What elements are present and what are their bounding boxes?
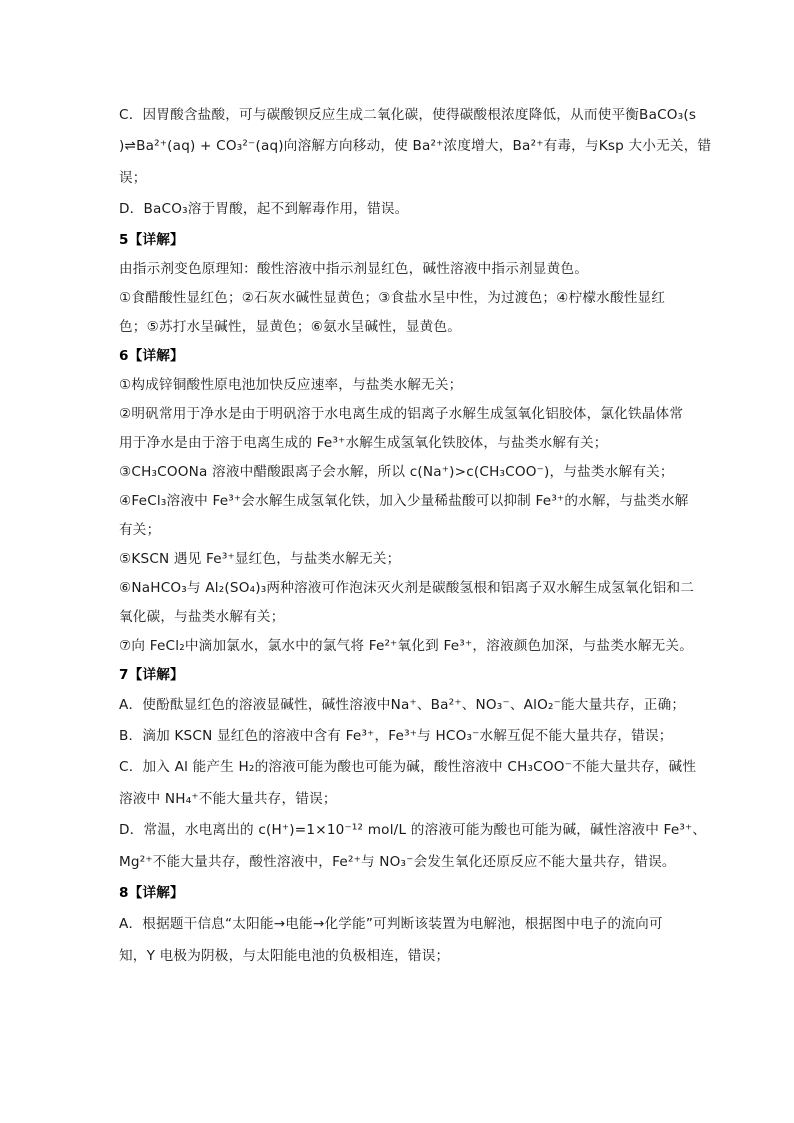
text-line: 色；⑤苏打水呈碱性，显黄色；⑥氨水呈碱性，显黄色。 <box>119 318 462 335</box>
text-line: 知，Y 电极为阴极，与太阳能电池的负极相连，错误； <box>119 947 450 964</box>
text-line: 溶液中 NH₄⁺不能大量共存，错误； <box>119 790 337 807</box>
section-heading: 8【详解】 <box>119 884 184 901</box>
text-line: D．BaCO₃溶于胃酸，起不到解毒作用，错误。 <box>119 201 409 218</box>
text-line: C．加入 Al 能产生 H₂的溶液可能为酸也可能为碱，酸性溶液中 CH₃COO⁻不能大量共存，碱性 <box>119 759 697 776</box>
section-heading: 7【详解】 <box>119 666 184 683</box>
text-line: 氧化碳，与盐类水解有关； <box>119 608 285 625</box>
text-line: 用于净水是由于溶于电离生成的 Fe³⁺水解生成氢氧化铁胶体，与盐类水解有关； <box>119 434 608 451</box>
text-line: ②明矾常用于净水是由于明矾溶于水电离生成的铝离子水解生成氢氧化铝胶体，氯化铁晶体常 <box>119 405 684 422</box>
text-line: A．根据题干信息“太阳能→电能→化学能”可判断该装置为电解池，根据图中电子的流向可 <box>119 916 663 933</box>
text-line: 误； <box>119 169 147 186</box>
text-line: B．滴加 KSCN 显红色的溶液中含有 Fe³⁺，Fe³⁺与 HCO₃⁻水解互促不能大量共存，错误； <box>119 727 673 744</box>
text-line: 有关； <box>119 521 161 538</box>
answer-text-body <box>119 100 712 972</box>
text-line: Mg²⁺不能大量共存，酸性溶液中，Fe²⁺与 NO₃⁻会发生氧化还原反应不能大量共存，错误。 <box>119 853 676 870</box>
text-line: )⇌Ba²⁺(aq) + CO₃²⁻(aq)向溶解方向移动，使 Ba²⁺浓度增大，Ba²⁺有毒，与Ksp 大小无关，错 <box>119 138 712 155</box>
text-line: C．因胃酸含盐酸，可与碳酸钡反应生成二氧化碳，使得碳酸根浓度降低，从而使平衡BaCO₃(s <box>119 107 697 123</box>
text-line: ①食醋酸性显红色；②石灰水碱性显黄色；③食盐水呈中性，为过渡色；④柠檬水酸性显红 <box>119 289 666 306</box>
text-line: 由指示剂变色原理知：酸性溶液中指示剂显红色，碱性溶液中指示剂显黄色。 <box>119 260 588 277</box>
text-line: ⑥NaHCO₃与 Al₂(SO₄)₃两种溶液可作泡沫灭火剂是碳酸氢根和铝离子双水解生成氢氧化铝和二 <box>119 579 695 596</box>
section-heading: 6【详解】 <box>119 347 184 364</box>
text-line: A．使酚酞显红色的溶液显碱性，碱性溶液中Na⁺、Ba²⁺、NO₃⁻、AlO₂⁻能大量共存，正确； <box>119 696 686 713</box>
text-line: ①构成锌铜酸性原电池加快反应速率，与盐类水解无关； <box>119 376 463 393</box>
text-line: D．常温，水电离出的 c(H⁺)=1×10⁻¹² mol/L 的溶液可能为酸也可能为碱，碱性溶液中 Fe³⁺、 <box>119 822 707 839</box>
text-line: ⑦向 FeCl₂中滴加氯水，氯水中的氯气将 Fe²⁺氧化到 Fe³⁺，溶液颜色加深，与盐类水解无关。 <box>119 637 694 654</box>
text-line: ⑤KSCN 遇见 Fe³⁺显红色，与盐类水解无关； <box>119 550 401 567</box>
section-heading: 5【详解】 <box>119 231 184 248</box>
text-line: ④FeCl₃溶液中 Fe³⁺会水解生成氢氧化铁，加入少量稀盐酸可以抑制 Fe³⁺的水解，与盐类水解 <box>119 492 689 509</box>
text-line: ③CH₃COONa 溶液中醋酸跟离子会水解，所以 c(Na⁺)>c(CH₃COO⁻)，与盐类水解有关； <box>119 463 674 480</box>
